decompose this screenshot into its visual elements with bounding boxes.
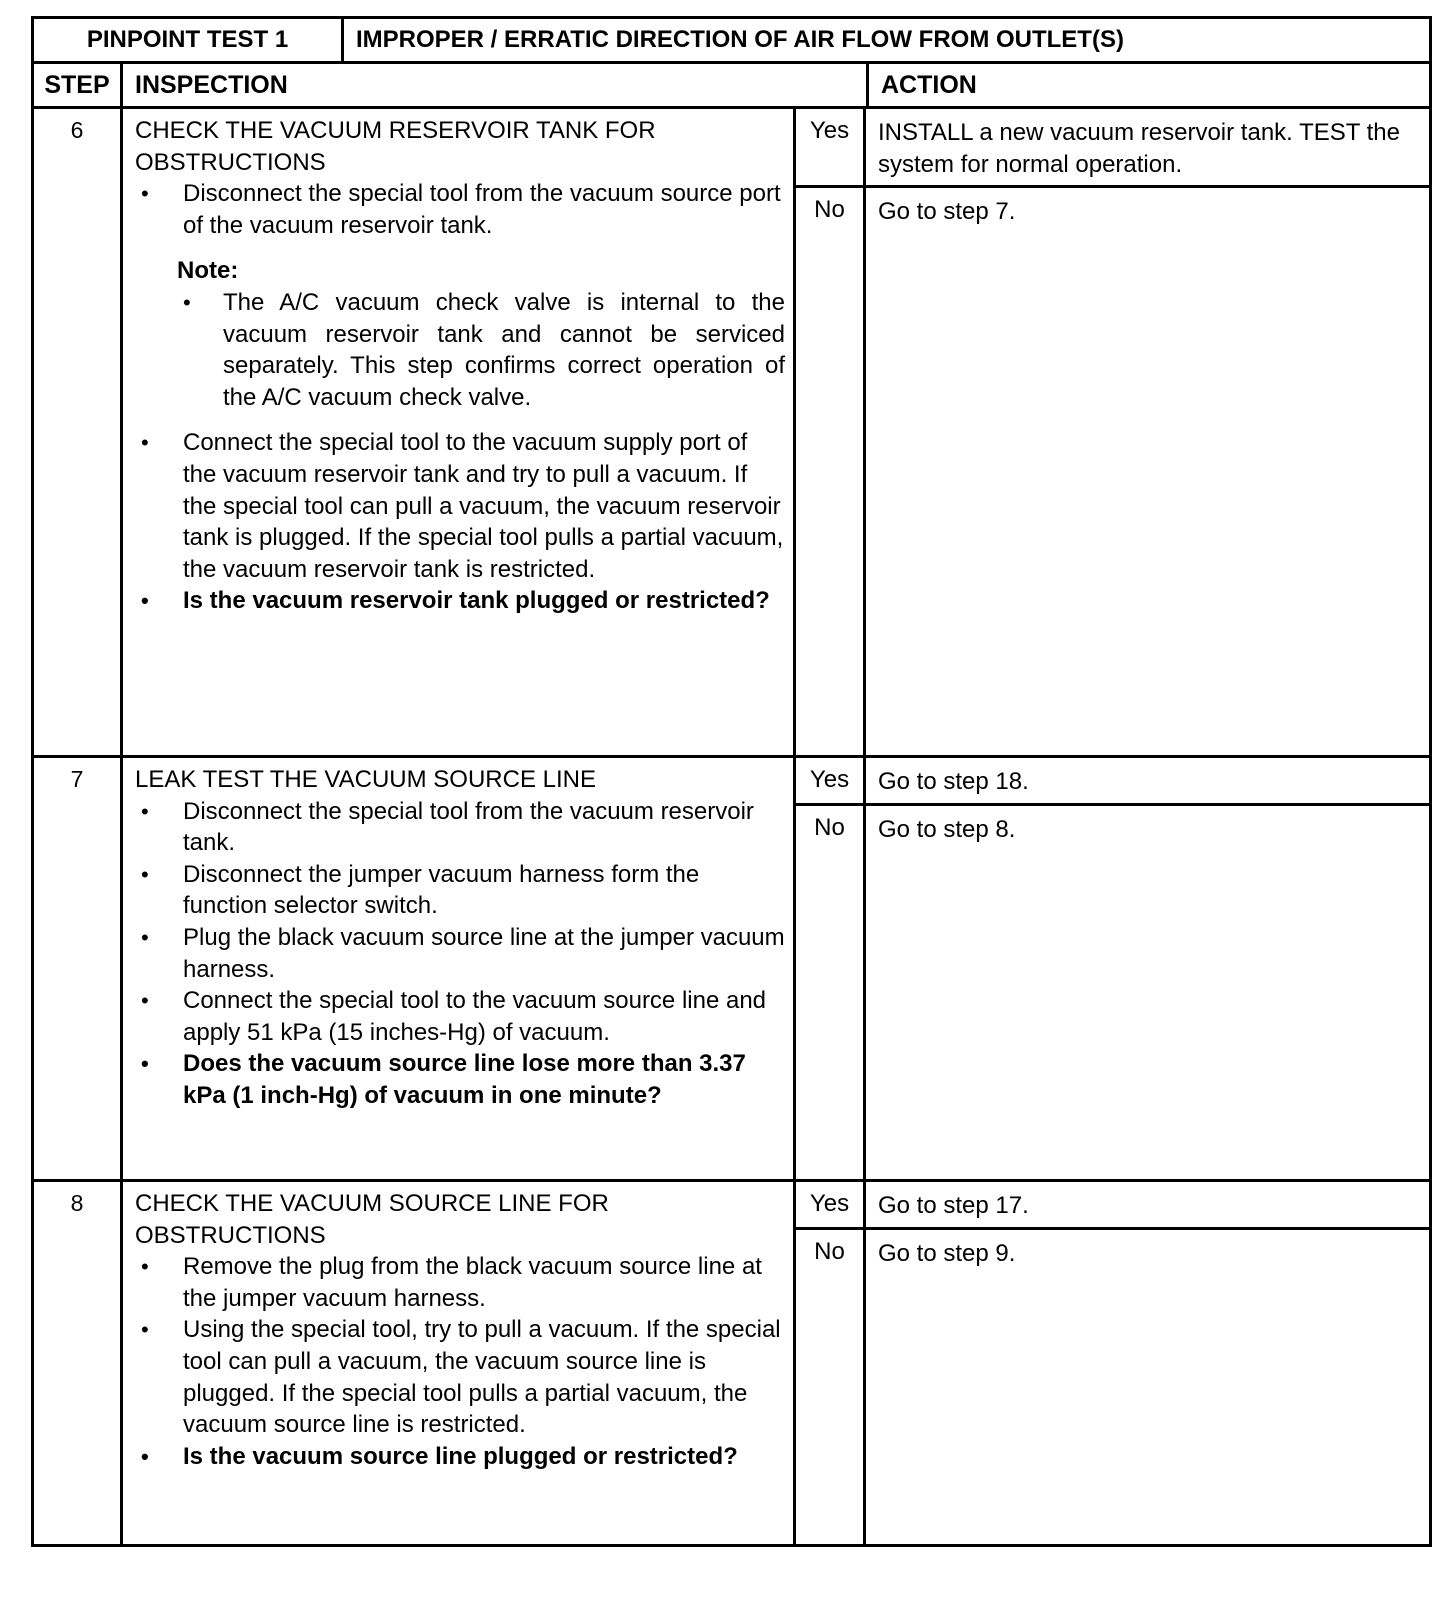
note-bullets: [177, 287, 785, 413]
step-bullet: • Remove the plug from the black vacuum source line at the jumper vacuum harness.: [135, 1251, 785, 1314]
note-bullet: • The A/C vacuum check valve is internal to the vacuum reservoir tank and cannot be serviced separately. This step confirms correct operation of the A/C vacuum check valve.: [177, 287, 785, 413]
note-title: Note:: [177, 257, 239, 285]
step-bullet: • Connect the special tool to the vacuum supply port of the vacuum reservoir tank and try to pull a vacuum. If the special tool can pull a vacuum, the vacuum reservoir tank is plugged. If the special tool pulls a partial vacuum, the vacuum reservoir tank is restricted.: [135, 427, 785, 585]
step-bullet: • Plug the black vacuum source line at the jumper vacuum harness.: [135, 922, 785, 985]
step-note: [177, 255, 785, 413]
no-label: No: [796, 1230, 866, 1544]
no-action: Go to step 8.: [878, 816, 1016, 843]
step-answers: [795, 108, 1431, 757]
answer-yes: [796, 758, 1429, 806]
step-inspection: [122, 757, 795, 1181]
step-bullets: [135, 178, 785, 241]
step-bullet: • Disconnect the jumper vacuum harness form the function selector switch.: [135, 859, 785, 922]
step-bullet: • Disconnect the special tool from the vacuum reservoir tank.: [135, 796, 785, 859]
step-question: • Is the vacuum source line plugged or restricted?: [135, 1441, 785, 1473]
step-answers: [795, 1181, 1431, 1546]
no-label: No: [796, 806, 866, 1179]
no-label: No: [796, 188, 866, 755]
header-step: STEP: [33, 63, 122, 108]
step-inspection: [122, 1181, 795, 1546]
yes-label: Yes: [796, 1182, 866, 1227]
step-heading: LEAK TEST THE VACUUM SOURCE LINE: [135, 766, 597, 793]
step-bullets: [135, 427, 785, 617]
test-name: IMPROPER / ERRATIC DIRECTION OF AIR FLOW FROM OUTLET(S): [343, 18, 1431, 63]
step-question: • Does the vacuum source line lose more than 3.37 kPa (1 inch-Hg) of vacuum in one minute?: [135, 1048, 785, 1111]
yes-label: Yes: [796, 109, 866, 185]
answer-yes: [796, 109, 1429, 188]
pinpoint-test-table: [31, 16, 1432, 1547]
step-bullet: • Using the special tool, try to pull a vacuum. If the special tool can pull a vacuum, the vacuum source line is plugged. If the special tool pulls a partial vacuum, the vacuum source line is restricted.: [135, 1314, 785, 1440]
yes-action: INSTALL a new vacuum reservoir tank. TEST the system for normal operation.: [878, 119, 1400, 178]
step-row-8: [33, 1181, 1431, 1546]
step-heading: CHECK THE VACUUM SOURCE LINE FOR OBSTRUCTIONS: [135, 1190, 609, 1249]
yes-action: Go to step 18.: [878, 768, 1029, 795]
step-question: • Is the vacuum reservoir tank plugged or restricted?: [135, 585, 785, 617]
answer-no: [796, 1230, 1429, 1544]
step-heading: CHECK THE VACUUM RESERVOIR TANK FOR OBSTRUCTIONS: [135, 117, 656, 176]
yes-action: Go to step 17.: [878, 1192, 1029, 1219]
answer-no: [796, 806, 1429, 1179]
step-answers: [795, 757, 1431, 1181]
title-row: [33, 18, 1431, 63]
step-number: 8: [33, 1181, 122, 1546]
no-action: Go to step 9.: [878, 1240, 1016, 1267]
step-bullet: • Connect the special tool to the vacuum source line and apply 51 kPa (15 inches-Hg) of vacuum.: [135, 985, 785, 1048]
step-bullet: • Disconnect the special tool from the vacuum source port of the vacuum reservoir tank.: [135, 178, 785, 241]
header-action: ACTION: [868, 63, 1431, 108]
step-bullets: [135, 796, 785, 1112]
step-row-6: [33, 108, 1431, 757]
header-inspection: INSPECTION: [122, 63, 868, 108]
step-number: 6: [33, 108, 122, 757]
step-row-7: [33, 757, 1431, 1181]
answer-no: [796, 188, 1429, 755]
step-inspection: [122, 108, 795, 757]
pinpoint-test-document: [31, 16, 1429, 1547]
header-row: [33, 63, 1431, 108]
yes-label: Yes: [796, 758, 866, 803]
answer-yes: [796, 1182, 1429, 1230]
no-action: Go to step 7.: [878, 198, 1016, 225]
step-number: 7: [33, 757, 122, 1181]
step-bullets: [135, 1251, 785, 1472]
test-id: PINPOINT TEST 1: [33, 18, 343, 63]
